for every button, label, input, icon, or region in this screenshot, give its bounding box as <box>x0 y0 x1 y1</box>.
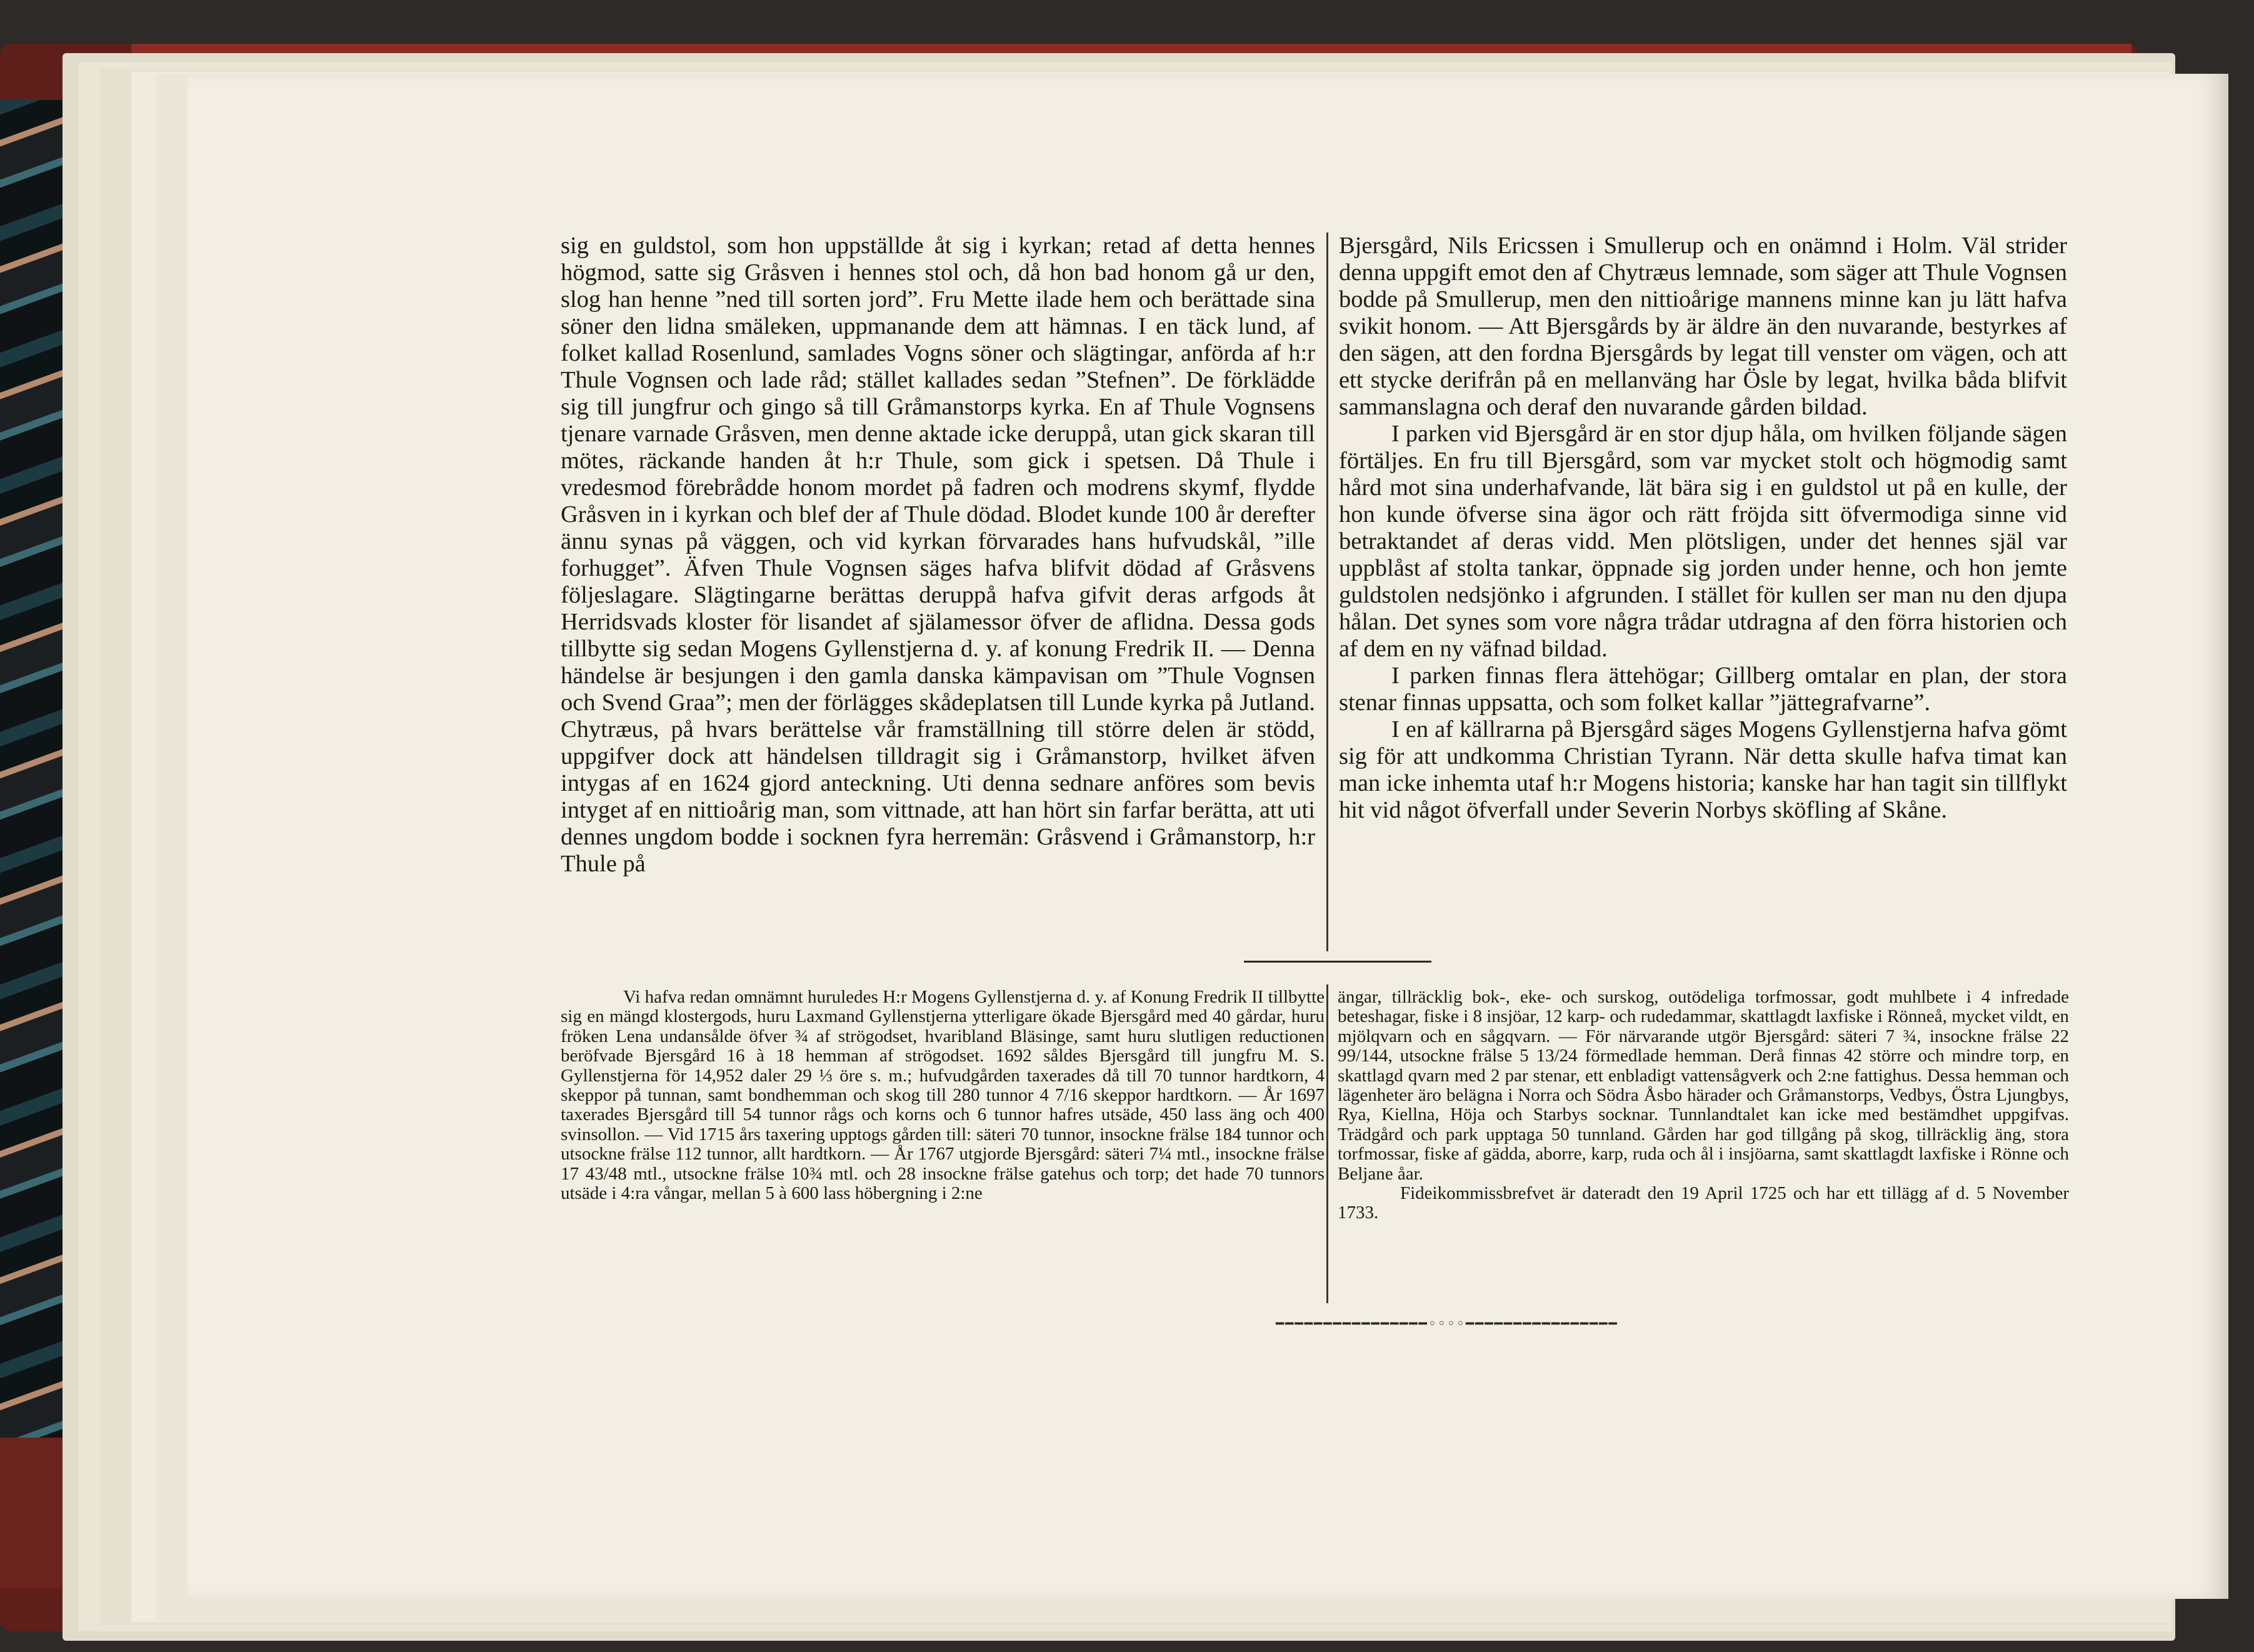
end-ornament: ━━━━━━━━━━━━━━━━◦◦◦◦━━━━━━━━━━━━━━━━ <box>1276 1316 1618 1332</box>
footnote-paragraph: ängar, tillräcklig bok-, eke- och surskog, outödeliga torfmossar, godt muhlbete i 4 infredade beteshagar, fiske i 8 insjöar, 12 karp- och rudedammar, skattlagdt laxfiske i Rönneå, mycket vildt, en mjölqvarn och en sågqvarn. — För närvarande utgör Bjersgård: säteri 7 ¾, insockne frälse 22 99/144, utsockne frälse 5 13/24 förmedlade hemman. Derå finnas 42 större och mindre torp, en skattlagd qvarn med 2 par stenar, ett enbladigt vattensågverk och 2:ne fattighus. Dessa hemman och lägenheter äro belägna i Norra och Södra Åsbo härader och Gråmanstorps, Vedbys, Östra Ljungbys, Rya, Kiellna, Höja och Starbys socknar. Tunnlandtalet kan icke med bestämdhet uppgifvas. Trädgård och park upptaga 50 tunnland. Gården har god tillgång på skog, tillräcklig äng, stora torfmossar, fiske af gädda, aborre, karp, ruda och ål i insjöarna, samt skattlagdt laxfiske i Rönne och Beljane åar. <box>1338 987 2069 1184</box>
paragraph: I parken finnas flera ättehögar; Gillberg omtalar en plan, der stora stenar finnas uppsatta, och som folket kallar ”jättegrafvarne”. <box>1339 663 2067 716</box>
footnote-left: Vi hafva redan omnämnt huruledes H:r Mogens Gyllenstjerna d. y. af Konung Fredrik II tillbytte sig en mängd klostergods, huru Laxmand Gyllenstjerna ytterligare ökade Bjersgård med 40 gårdar, huru fröken Lena undansålde öfver ¾ af strögodset, hvaribland Bläsinge, samt huru slutligen reductionen beröfvade Bjersgård 16 à 18 hemman af strögodset. 1692 såldes Bjersgård till jungfru M. S. Gyllenstjerna för 14,952 daler 29 ⅓ öre s. m.; hufvudgården taxerades då till 70 tunnor hardtkorn, 4 skeppor på tunnan, samt bondhemman och skog till 280 tunnor 4 7/16 skeppor hardtkorn. — År 1697 taxerades Bjersgård till 54 tunnor rågs och korns och 6 tunnor hafres utsäde, 450 lass äng och 400 svinsollon. — Vid 1715 års taxering upptogs gården till: säteri 70 tunnor, insockne frälse 184 tunnor och utsockne frälse 112 tunnor, allt hardtkorn. — År 1767 utgjorde Bjersgård: säteri 7¼ mtl., insockne frälse 17 43/48 mtl., utsockne frälse 10¾ mtl. och 28 insockne frälse gatehus och torp; det hade 70 tunnors utsäde i 4:ra vångar, mellan 5 à 600 lass höbergning i 2:ne <box>561 987 1325 1204</box>
paragraph: Bjersgård, Nils Ericssen i Smullerup och en onämnd i Holm. Väl strider denna uppgift emot den af Chytræus lemnade, som säger att Thule Vognsen bodde på Smullerup, men den nittioårige mannens minne kan ju lätt hafva svikit honom. — Att Bjersgårds by är äldre än den nuvarande, bestyrkes af den sägen, att den fordna Bjersgårds by legat till venster om vägen, och att ett stycke derifrån på en mellanväng har Ösle by legat, hvilka båda blifvit sammanslagna och deraf den nuvarande gården bildad. <box>1339 233 2067 420</box>
paragraph: I parken vid Bjersgård är en stor djup håla, om hvilken följande sägen förtäljes. En fru till Bjersgård, som var mycket stolt och högmodig samt hård mot sina underhafvande, lät bära sig i en guldstol ut på en kulle, der hon kunde öfverse sina ägor och rätt fröjda sitt öfvermodiga sinne vid betraktandet af deras vidd. Men plötsligen, under det hennes själ var uppblåst af stolta tankar, öppnade sig jorden under henne, och hon jemte guldstolen nedsjönko i afgrunden. I stället för kullen ser man nu den djupa hålan. Det synes som vore några trådar utdragna af den förra historien och af dem en ny väfnad bildad. <box>1339 421 2067 662</box>
right-column <box>1339 233 2067 824</box>
footnote-paragraph: Fideikommissbrefvet är dateradt den 19 April 1725 och har ett tillägg af d. 5 November 1733. <box>1338 1183 2069 1223</box>
footnote-divider <box>1326 984 1328 1303</box>
left-column-text: sig en guldstol, som hon uppställde åt sig i kyrkan; retad af detta hennes högmod, satte sig Gråsven i hennes stol och, då hon bad honom gå ur den, slog han henne ”ned till sorten jord”. Fru Mette ilade hem och berättade sina söner den lidna smäleken, uppmanande dem att hämnas. I en täck lund, af folket kallad Rosenlund, samlades Vogns söner och slägtingar, anförda af h:r Thule Vognsen och lade råd; stället kallades sedan ”Stefnen”. De förklädde sig till jungfrur och gingo så till Gråmanstorps kyrka. En af Thule Vognsens tjenare varnade Gråsven, men denne aktade icke deruppå, utan gick skaran till mötes, räckande handen åt h:r Thule, som gick i spetsen. Då Thule i vredesmod förebrådde honom mordet på fadren och modrens skymf, flydde Gråsven in i kyrkan och blef der af Thule dödad. Blodet kunde 100 år derefter ännu synas på väggen, och vid kyrkan förvarades hans hufvudskål, ”ille forhugget”. Äfven Thule Vognsen säges hafva blifvit dödad af Gråsvens följeslagare. Slägtingarne berättas deruppå hafva gifvit deras arfgods åt Herridsvads kloster för lisandet af själamessor öfver de aflidna. Dessa gods tillbytte sig sedan Mogens Gyllenstjerna d. y. af konung Fredrik II. — Denna händelse är besjungen i den gamla danska kämpavisan om ”Thule Vognsen och Svend Graa”; men der förlägges skådeplatsen till Lunde kyrka på Jutland. Chytræus, på hvars berättelse vår framställning till större delen är stödd, uppgifver dock att händelsen tilldragit sig i Gråmanstorp, hvilket äfven intygas af en 1624 gjord anteckning. Uti denna sednare anföres som bevis intyget af en nittioårig man, som vittnade, att han hört sin farfar berätta, att uti dennes ungdom bodde i socknen fyra herremän: Gråsvend i Gråmanstorp, h:r Thule på <box>561 233 1315 877</box>
paragraph: I en af källrarna på Bjersgård säges Mogens Gyllenstjerna hafva gömt sig för att undkomma Christian Tyrann. När detta skulle hafva timat kan man icke inhemta utaf h:r Mogens historia; kanske har han tagit sin tillflykt hit vid något öfverfall under Severin Norbys sköfling af Skåne. <box>1339 716 2067 823</box>
footnote-right <box>1338 988 2069 1223</box>
column-divider <box>1326 233 1328 951</box>
footnote-separator <box>1244 961 1431 963</box>
left-column <box>561 233 1315 878</box>
